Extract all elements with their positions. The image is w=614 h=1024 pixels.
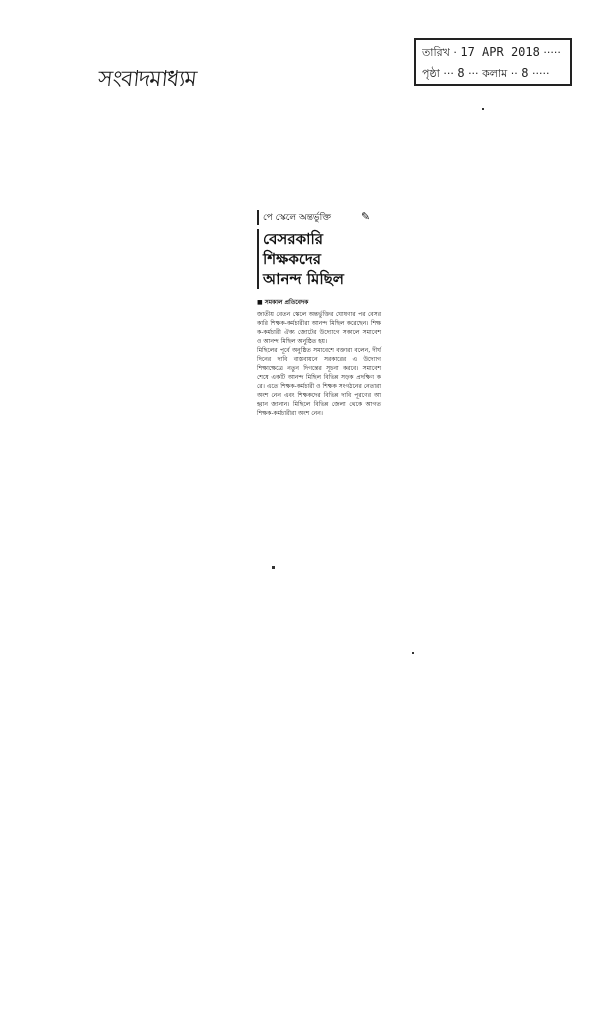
stamp-date-value: 17 APR 2018 [460, 45, 540, 59]
article-body [257, 310, 381, 418]
stamp-page-value: 8 [457, 66, 465, 80]
stamp-date-label: তারিখ [422, 46, 450, 59]
clipping-end-mark [272, 566, 275, 569]
article-byline: ■ সমকাল প্রতিবেদক [257, 299, 309, 306]
stamp-column-label: কলাম [482, 67, 508, 80]
pen-mark-icon: ✎ [361, 210, 371, 223]
article-kicker: পে স্কেলে অন্তর্ভুক্তি [257, 210, 381, 225]
stamp-page-row: পৃষ্ঠা ··· 8 ··· কলাম ·· 8 ····· [422, 66, 550, 80]
date-stamp [414, 38, 572, 86]
stamp-page-label: পৃষ্ঠা [422, 67, 440, 80]
stamp-date-row: তারিখ · 17 APR 2018 ····· [422, 45, 561, 59]
headline-line-3: আনন্দ মিছিল [263, 270, 344, 288]
headline-line-2: শিক্ষকদের [263, 250, 321, 268]
article-headline [257, 229, 381, 289]
article-paragraph-2: মিছিলের পূর্বে অনুষ্ঠিত সমাবেশে বক্তারা বলেন, দীর্ঘদিনের দাবি বাস্তবায়নে সরকারের এ উদ্যোগ শিক্ষাক্ষেত্রে নতুন দিগন্তের সূচনা করবে। সমাবেশ শেষে একটি আনন্দ মিছিল বিভিন্ন সড়ক প্রদক্ষিণ করে। এতে শিক্ষক-কর্মচারী ও শিক্ষক সংগঠনের নেতারা অংশ নেন এবং শিক্ষকদের বিভিন্ন দাবি পূরণের আহ্বান জানান। মিছিলে বিভিন্ন জেলা থেকে আগত শিক্ষক-কর্মচারীরা অংশ নেন। [257, 347, 381, 417]
stamp-column-value: 8 [521, 66, 529, 80]
scan-speck [412, 652, 414, 654]
news-clipping [257, 210, 381, 418]
headline-line-1: বেসরকারি [263, 230, 323, 248]
scan-speck [482, 108, 484, 110]
newspaper-masthead: সংবাদমাধ্যম [96, 67, 198, 92]
article-paragraph-1: জাতীয় বেতন স্কেলে অন্তর্ভুক্তির ঘোষণার পর বেসরকারি শিক্ষক-কর্মচারীরা আনন্দ মিছিল করেছেন। শিক্ষক-কর্মচারী ঐক্য জোটের উদ্যোগে সকালে সমাবেশ ও আনন্দ মিছিল অনুষ্ঠিত হয়। [257, 311, 381, 345]
